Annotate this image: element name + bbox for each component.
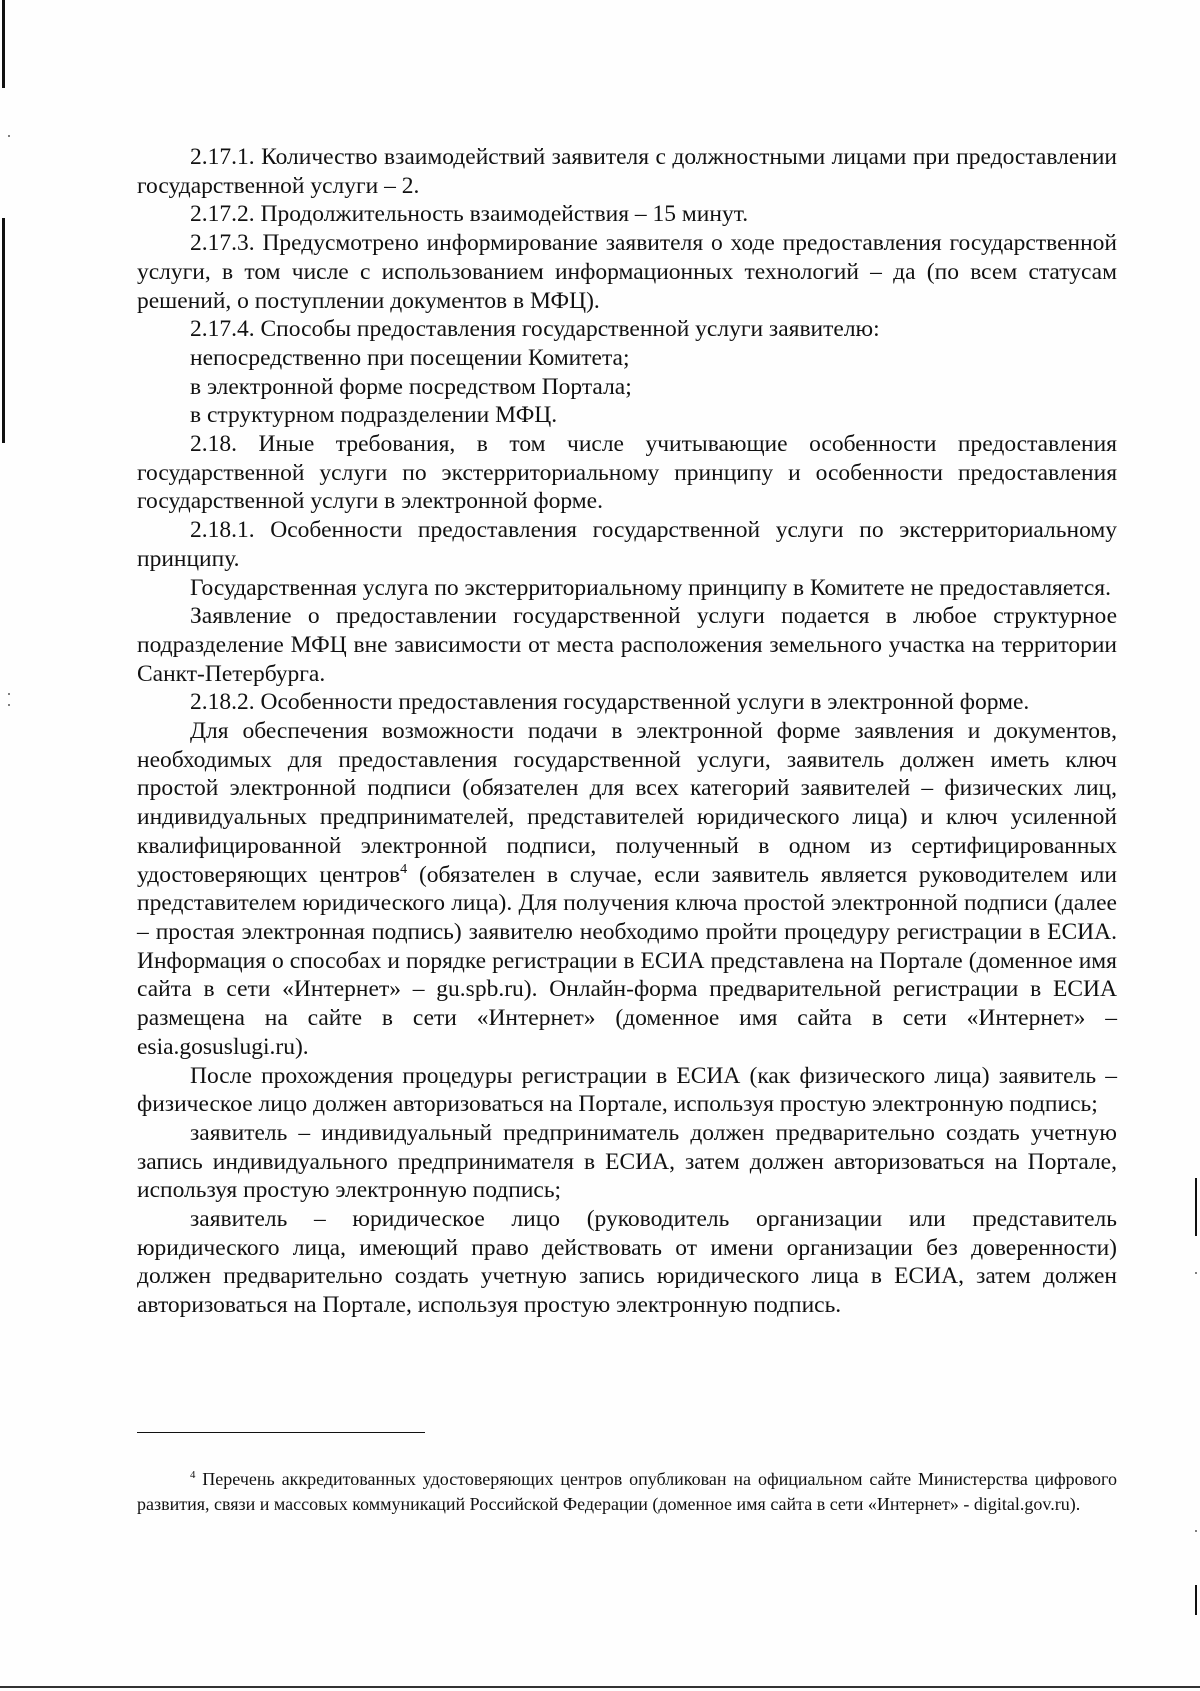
scan-speck: [8, 135, 10, 137]
list-item: непосредственно при посещении Комитета;: [190, 344, 630, 371]
paragraph-2-17-3: 2.17.3. Предусмотрено информирование заявителя о ходе предоставления государственной услуги, в том числе с использованием информационных технологий – да (по всем статусам решений, о поступлении документов в МФЦ).: [137, 230, 1117, 314]
scan-speck: [8, 693, 10, 695]
footnote: [137, 1467, 1117, 1517]
paragraph-after-registration: После прохождения процедуры регистрации в ЕСИА (как физического лица) заявитель – физическое лицо должен авторизоваться на Портале, используя простую электронную подпись;: [137, 1062, 1117, 1118]
scan-edge-mark: [0, 1686, 1200, 1688]
paragraph-2-18-2: 2.18.2. Особенности предоставления государственной услуги в электронной форме.: [190, 689, 1030, 716]
footnote-separator: [137, 1432, 425, 1433]
paragraph-2-18: 2.18. Иные требования, в том числе учитывающие особенности предоставления государственной услуги по экстерриториальному принципу и особенности предоставления государственной услуги в электронной форме.: [137, 431, 1117, 515]
paragraph-exterritorial-1: Государственная услуга по экстерриториальному принципу в Комитете не предоставляется.: [190, 574, 1111, 601]
list-item: в структурном подразделении МФЦ.: [190, 402, 558, 429]
scan-speck: [1195, 1272, 1197, 1274]
paragraph-legal-entity: заявитель – юридическое лицо (руководитель организации или представитель юридического лица, имеющий право действовать от имени организации без доверенности) должен предварительно создать учетную запись юридического лица в ЕСИА, затем должен авторизоваться на Портале, используя простую электронную подпись.: [137, 1206, 1117, 1319]
paragraph-exterritorial-2: Заявление о предоставлении государственной услуги подается в любое структурное подразделение МФЦ вне зависимости от места расположения земельного участка на территории Санкт-Петербурга.: [137, 603, 1117, 687]
footnote-text: Перечень аккредитованных удостоверяющих центров опубликован на официальном сайте Министерства цифрового развития, связи и массовых коммуникаций Российской Федерации (доменное имя сайта в сети «Интернет» - digital.gov.ru).: [137, 1469, 1117, 1514]
paragraph-2-17-1: 2.17.1. Количество взаимодействий заявителя с должностными лицами при предоставлении государственной услуги – 2.: [137, 144, 1117, 199]
paragraph-2-17-2: 2.17.2. Продолжительность взаимодействия – 15 минут.: [190, 201, 749, 228]
esign-text-after: (обязателен в случае, если заявитель является руководителем или представителем юридического лица). Для получения ключа простой электронной подписи (далее – простая электронная подпись) заявителю необходимо пройти процедуру регистрации в ЕСИА. Информация о способах и порядке регистрации в ЕСИА представлена на Портале (доменное имя сайта в сети «Интернет» – gu.spb.ru). Онлайн-форма предварительной регистрации в ЕСИА размещена на сайте в сети «Интернет» (доменное имя сайта в сети «Интернет» – esia.gosuslugi.ru).: [137, 861, 1117, 1060]
paragraph-electronic-signature: [137, 717, 1117, 1061]
footnote-ref: 4: [400, 860, 408, 877]
paragraph-2-17-4: 2.17.4. Способы предоставления государственной услуги заявителю:: [190, 316, 880, 343]
esign-text-before: Для обеспечения возможности подачи в электронной форме заявления и документов, необходимых для предоставления государственной услуги, заявитель должен иметь ключ простой электронной подписи (обязателен для всех категорий заявителей – физических лиц, индивидуальных предпринимателей, представителей юридического лица) и ключ усиленной квалифицированной электронной подписи, полученный в одном из сертифицированных удостоверяющих центров: [137, 718, 1117, 888]
paragraph-2-18-1: 2.18.1. Особенности предоставления государственной услуги по экстерриториальному принципу.: [137, 517, 1117, 572]
scan-edge-mark: [2, 218, 5, 443]
scan-speck: [8, 704, 10, 706]
footnote-marker: 4: [190, 1469, 196, 1481]
document-body: [137, 143, 1117, 1320]
scan-edge-mark: [1195, 1585, 1197, 1615]
scan-speck: [1195, 1530, 1197, 1532]
scan-edge-mark: [2, 0, 5, 88]
paragraph-individual-entrepreneur: заявитель – индивидуальный предприниматель должен предварительно создать учетную запись индивидуального предпринимателя в ЕСИА, затем должен авторизоваться на Портале, используя простую электронную подпись;: [137, 1119, 1117, 1204]
scan-edge-mark: [1195, 1178, 1197, 1236]
list-item: в электронной форме посредством Портала;: [190, 373, 632, 400]
